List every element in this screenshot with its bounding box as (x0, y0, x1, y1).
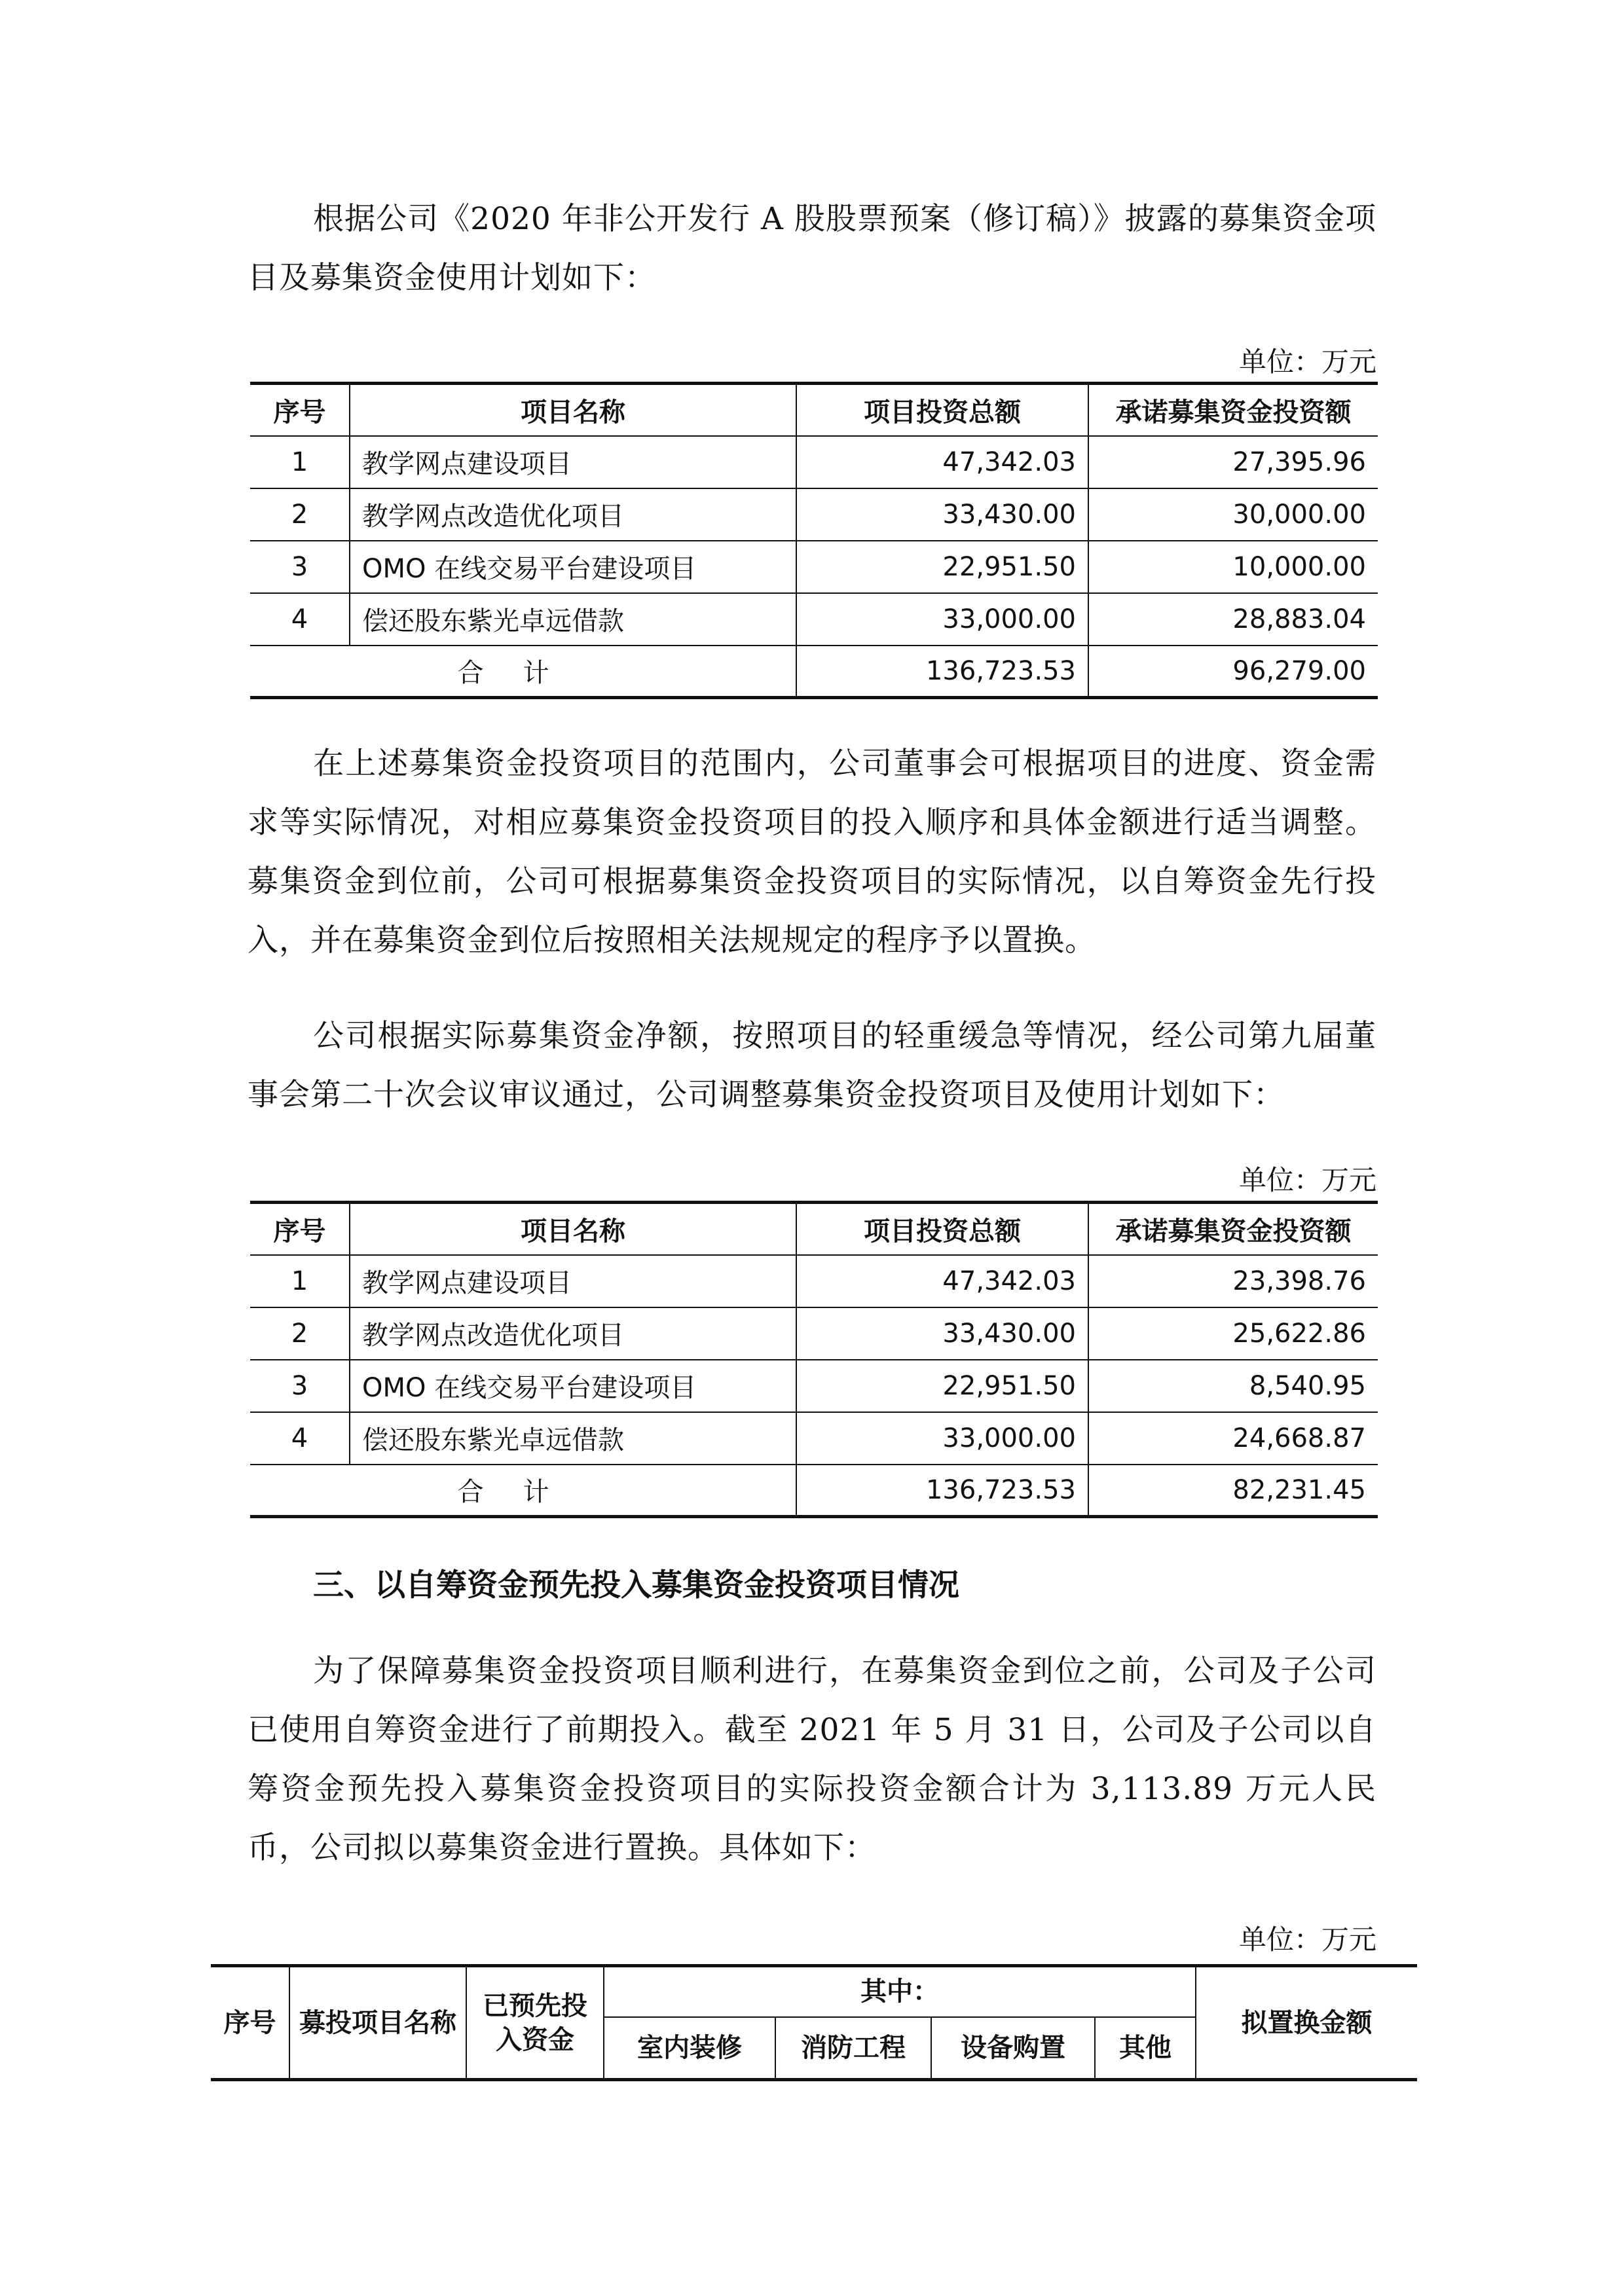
table-row (250, 1360, 1378, 1412)
cell-total-investment: 33,000.00 (796, 1412, 1088, 1465)
cell-committed-amount: 30,000.00 (1088, 488, 1378, 541)
fund-plan-table-2 (250, 1201, 1378, 1518)
cell-seq: 3 (250, 1360, 350, 1412)
committed-amount-sum: 82,231.45 (1088, 1465, 1378, 1517)
header-of-which: 其中： (604, 1966, 1196, 2017)
header-project-name: 项目名称 (350, 1203, 796, 1255)
table-row (250, 488, 1378, 541)
header-committed-amount: 承诺募集资金投资额 (1088, 384, 1378, 436)
cell-seq: 1 (250, 1255, 350, 1307)
header-committed-amount: 承诺募集资金投资额 (1088, 1203, 1378, 1255)
table-header-row (250, 384, 1378, 436)
cell-project-name: 教学网点建设项目 (350, 1255, 796, 1307)
committed-amount-sum: 96,279.00 (1088, 646, 1378, 698)
table-header-row (211, 1966, 1417, 2017)
cell-committed-amount: 10,000.00 (1088, 541, 1378, 593)
cell-committed-amount: 28,883.04 (1088, 593, 1378, 646)
cell-committed-amount: 27,395.96 (1088, 436, 1378, 488)
header-prepaid-funds: 已预先投入资金 (466, 1966, 604, 2080)
cell-project-name: 偿还股东紫光卓远借款 (350, 1412, 796, 1465)
header-project-name: 募投项目名称 (289, 1966, 466, 2080)
table-row (250, 436, 1378, 488)
cell-total-investment: 22,951.50 (796, 1360, 1088, 1412)
unit-label-1: 单位：万元 (1238, 346, 1376, 378)
cell-total-investment: 47,342.03 (796, 1255, 1088, 1307)
cell-project-name: OMO 在线交易平台建设项目 (350, 541, 796, 593)
cell-project-name: OMO 在线交易平台建设项目 (350, 1360, 796, 1412)
header-project-name: 项目名称 (350, 384, 796, 436)
cell-committed-amount: 8,540.95 (1088, 1360, 1378, 1412)
table-row (250, 1412, 1378, 1465)
cell-total-investment: 33,430.00 (796, 1307, 1088, 1360)
paragraph-adjustment-note: 在上述募集资金投资项目的范围内，公司董事会可根据项目的进度、资金需求等实际情况，对相应募集资金投资项目的投入顺序和具体金额进行适当调整。募集资金到位前，公司可根据募集资金投资项目的实际情况，以自筹资金先行投入，并在募集资金到位后按照相关法规规定的程序予以置换。 (248, 746, 1376, 958)
header-interior-decoration: 室内装修 (604, 2017, 775, 2080)
table-header-row (250, 1203, 1378, 1255)
cell-seq: 3 (250, 541, 350, 593)
total-label: 合计 (250, 646, 796, 698)
unit-label-2: 单位：万元 (1238, 1164, 1376, 1196)
header-equipment-purchase: 设备购置 (931, 2017, 1095, 2080)
header-total-investment: 项目投资总额 (796, 1203, 1088, 1255)
cell-project-name: 教学网点改造优化项目 (350, 488, 796, 541)
cell-seq: 4 (250, 1412, 350, 1465)
table-total-row (250, 1465, 1378, 1517)
total-investment-sum: 136,723.53 (796, 1465, 1088, 1517)
cell-total-investment: 22,951.50 (796, 541, 1088, 593)
unit-label-3: 单位：万元 (1238, 1923, 1376, 1956)
header-seq: 序号 (250, 1203, 350, 1255)
cell-project-name: 教学网点改造优化项目 (350, 1307, 796, 1360)
cell-seq: 4 (250, 593, 350, 646)
table-row (250, 593, 1378, 646)
fund-plan-table-1 (250, 382, 1378, 699)
cell-seq: 2 (250, 1307, 350, 1360)
cell-committed-amount: 24,668.87 (1088, 1412, 1378, 1465)
table-row (250, 541, 1378, 593)
total-label: 合计 (250, 1465, 796, 1517)
cell-committed-amount: 23,398.76 (1088, 1255, 1378, 1307)
table-total-row (250, 646, 1378, 698)
self-funding-table (211, 1964, 1417, 2081)
cell-project-name: 偿还股东紫光卓远借款 (350, 593, 796, 646)
section-heading: 三、以自筹资金预先投入募集资金投资项目情况 (313, 1567, 959, 1603)
total-investment-sum: 136,723.53 (796, 646, 1088, 698)
cell-seq: 1 (250, 436, 350, 488)
header-seq: 序号 (250, 384, 350, 436)
paragraph-intro: 根据公司《2020 年非公开发行 A 股股票预案（修订稿）》披露的募集资金项目及募集资金使用计划如下： (248, 201, 1376, 296)
header-total-investment: 项目投资总额 (796, 384, 1088, 436)
table-row (250, 1255, 1378, 1307)
header-fire-engineering: 消防工程 (775, 2017, 931, 2080)
cell-total-investment: 47,342.03 (796, 436, 1088, 488)
cell-seq: 2 (250, 488, 350, 541)
cell-committed-amount: 25,622.86 (1088, 1307, 1378, 1360)
paragraph-self-funding: 为了保障募集资金投资项目顺利进行，在募集资金到位之前，公司及子公司已使用自筹资金进行了前期投入。截至 2021 年 5 月 31 日，公司及子公司以自筹资金预先投入募集资金投资项目的实际投资金额合计为 3,113.89 万元人民币，公司拟以募集资金进行置换。具体如下： (248, 1653, 1376, 1866)
header-seq: 序号 (211, 1966, 289, 2080)
cell-total-investment: 33,430.00 (796, 488, 1088, 541)
table-row (250, 1307, 1378, 1360)
cell-project-name: 教学网点建设项目 (350, 436, 796, 488)
header-replacement-amount: 拟置换金额 (1196, 1966, 1417, 2080)
cell-total-investment: 33,000.00 (796, 593, 1088, 646)
header-other: 其他 (1095, 2017, 1196, 2080)
paragraph-adjusted-plan: 公司根据实际募集资金净额，按照项目的轻重缓急等情况，经公司第九届董事会第二十次会议审议通过，公司调整募集资金投资项目及使用计划如下： (248, 1018, 1376, 1113)
